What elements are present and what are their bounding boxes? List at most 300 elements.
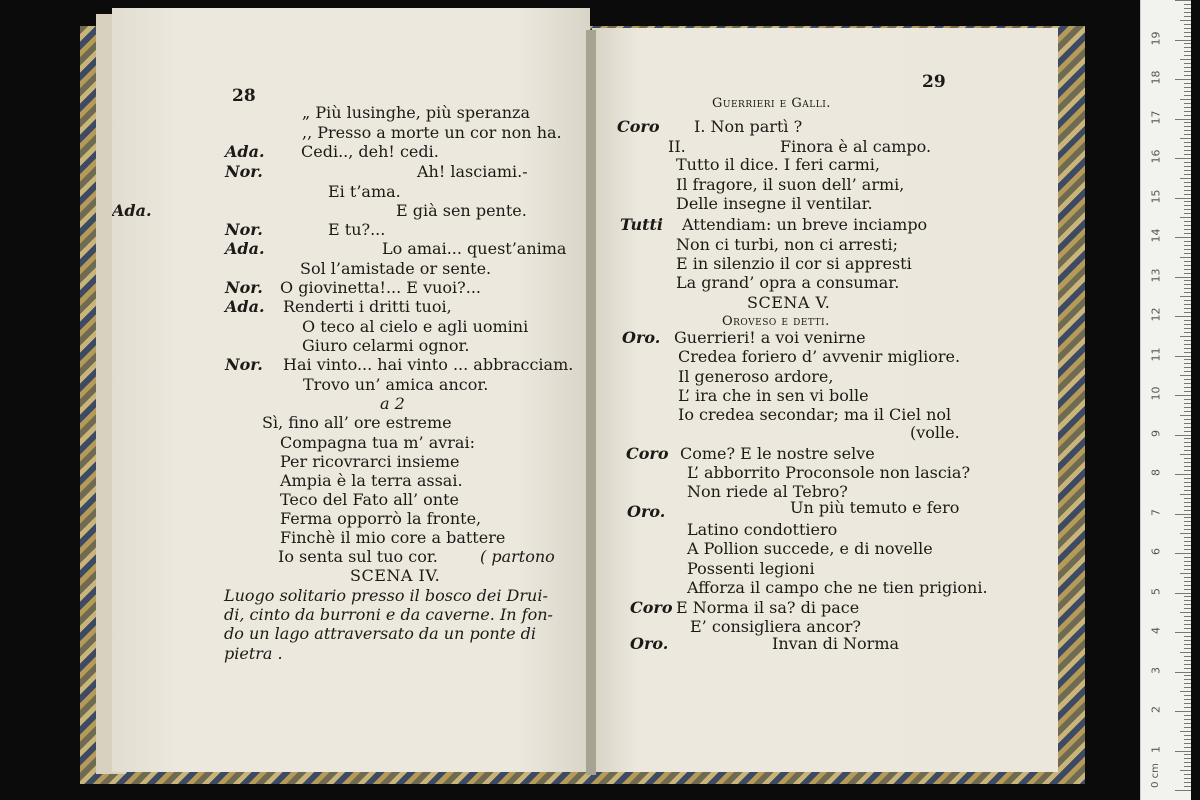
verse-line: E Norma il sa? di pace — [676, 598, 860, 617]
ruler-tick — [1184, 201, 1191, 202]
ruler-tick — [1180, 99, 1191, 100]
ruler-number: 10 — [1149, 386, 1163, 401]
ruler-tick — [1184, 758, 1191, 759]
ruler-tick — [1184, 320, 1191, 321]
verse-line: Delle insegne il ventilar. — [676, 194, 873, 213]
ruler-tick — [1184, 766, 1191, 767]
ruler-tick — [1184, 747, 1191, 748]
ruler-unit: 0 cm — [1149, 763, 1161, 788]
ruler-tick — [1184, 589, 1191, 590]
ruler-tick — [1184, 502, 1191, 503]
speaker-label: Ada. — [225, 239, 265, 258]
speaker-label: Nor. — [225, 278, 263, 297]
ruler-tick — [1184, 12, 1191, 13]
verse-line: I. Non partì ? — [694, 117, 803, 136]
verse-line: Ferma opporrò la fronte, — [280, 509, 482, 528]
ruler-number: 12 — [1149, 307, 1163, 322]
verse-line: di, cinto da burroni e da caverne. In fon- — [224, 605, 553, 624]
right-page — [592, 28, 1058, 772]
ruler-tick — [1184, 660, 1191, 661]
ruler-tick — [1184, 91, 1191, 92]
ruler-tick — [1184, 332, 1191, 333]
ruler-tick — [1184, 423, 1191, 424]
ruler-tick — [1175, 711, 1191, 712]
ruler-tick — [1184, 142, 1191, 143]
ruler-tick — [1184, 537, 1191, 538]
speaker-label: Nor. — [225, 355, 263, 374]
speaker-label: Oro. — [627, 502, 666, 521]
ruler-tick — [1184, 596, 1191, 597]
ruler-number: 17 — [1149, 110, 1163, 124]
speaker-label: Ada. — [225, 142, 265, 161]
ruler-tick — [1184, 107, 1191, 108]
ruler-tick — [1184, 549, 1191, 550]
ruler-tick — [1184, 344, 1191, 345]
ruler-tick — [1184, 288, 1191, 289]
ruler-tick — [1180, 296, 1191, 297]
ruler-tick — [1184, 28, 1191, 29]
speaker-label: Oro. — [622, 328, 661, 347]
verse-line: A Pollion succede, e di novelle — [687, 539, 933, 558]
speaker-label: Ada. — [112, 201, 152, 220]
verse-line: La grand’ opra a consumar. — [676, 273, 900, 292]
ruler-tick — [1184, 150, 1191, 151]
ruler-tick — [1184, 506, 1191, 507]
ruler-tick — [1180, 257, 1191, 258]
ruler-tick — [1184, 687, 1191, 688]
ruler-tick — [1184, 656, 1191, 657]
ruler-tick — [1184, 482, 1191, 483]
speaker-label: Coro — [630, 598, 673, 617]
ruler-tick — [1184, 122, 1191, 123]
ruler-number: 2 — [1149, 706, 1163, 713]
ruler-tick — [1184, 261, 1191, 262]
ruler-tick — [1184, 521, 1191, 522]
ruler-tick — [1180, 652, 1191, 653]
ruler-tick — [1184, 269, 1191, 270]
ruler-tick — [1184, 699, 1191, 700]
scene-heading: SCENA IV. — [350, 566, 441, 585]
ruler-tick — [1184, 340, 1191, 341]
verse-line: Tutto il dice. I feri carmi, — [676, 155, 881, 174]
ruler-tick — [1184, 470, 1191, 471]
ruler-number: 5 — [1149, 587, 1163, 595]
ruler-tick — [1175, 0, 1191, 1]
ruler-tick — [1184, 585, 1191, 586]
ruler-tick — [1184, 407, 1191, 408]
verse-line: ,, Presso a morte un cor non ha. — [302, 123, 562, 142]
verse-line: Trovo un’ amica ancor. — [303, 375, 489, 394]
ruler-tick — [1184, 608, 1191, 609]
verse-line: Sì, fino all’ ore estreme — [262, 413, 452, 432]
ruler-tick — [1184, 644, 1191, 645]
ruler-tick — [1184, 352, 1191, 353]
verse-line: Afforza il campo che ne tien prigioni. — [687, 578, 988, 597]
verse-line: Non ci turbi, non ci arresti; — [676, 235, 899, 254]
ruler-tick — [1184, 786, 1191, 787]
ruler-tick — [1184, 640, 1191, 641]
ruler-tick — [1180, 138, 1191, 139]
verse-line: ( partono — [480, 547, 555, 566]
ruler-tick — [1184, 427, 1191, 428]
ruler-tick — [1184, 517, 1191, 518]
speaker-label: Nor. — [225, 220, 263, 239]
ruler-tick — [1175, 356, 1191, 357]
ruler-tick — [1184, 162, 1191, 163]
verse-line: Renderti i dritti tuoi, — [283, 297, 452, 316]
verse-line: E tu?... — [328, 220, 386, 239]
ruler-tick — [1184, 126, 1191, 127]
ruler-tick — [1180, 573, 1191, 574]
verse-line: Finora è al campo. — [780, 137, 932, 156]
ruler-number: 11 — [1149, 347, 1163, 361]
ruler-tick — [1184, 63, 1191, 64]
ruler-tick — [1180, 454, 1191, 455]
ruler-tick — [1184, 134, 1191, 135]
ruler-tick — [1184, 186, 1191, 187]
speaker-label: Nor. — [225, 162, 263, 181]
ruler-tick — [1184, 486, 1191, 487]
ruler-tick — [1184, 498, 1191, 499]
ruler-tick — [1180, 20, 1191, 21]
ruler-tick — [1184, 190, 1191, 191]
ruler-tick — [1184, 359, 1191, 360]
ruler-tick — [1184, 16, 1191, 17]
verse-line: Oroveso e detti. — [722, 314, 830, 329]
verse-line: L’ abborrito Proconsole non lascia? — [687, 463, 971, 482]
ruler-tick — [1184, 249, 1191, 250]
ruler-tick — [1184, 545, 1191, 546]
ruler-tick — [1184, 300, 1191, 301]
ruler-tick — [1184, 245, 1191, 246]
ruler-tick — [1180, 415, 1191, 416]
verse-line: „ Più lusinghe, più speranza — [302, 103, 531, 122]
ruler-tick — [1184, 446, 1191, 447]
ruler-tick — [1184, 565, 1191, 566]
verse-line: Per ricovrarci insieme — [280, 452, 460, 471]
ruler-tick — [1184, 24, 1191, 25]
ruler-tick — [1175, 672, 1191, 673]
ruler-tick — [1175, 79, 1191, 80]
ruler-tick — [1175, 237, 1191, 238]
verse-line: E in silenzio il cor si appresti — [676, 254, 912, 273]
ruler-tick — [1184, 675, 1191, 676]
verse-line: Finchè il mio core a battere — [280, 528, 506, 547]
ruler-tick — [1184, 723, 1191, 724]
ruler-number: 3 — [1149, 666, 1163, 674]
ruler-tick — [1180, 612, 1191, 613]
ruler-tick — [1184, 284, 1191, 285]
verse-line: Cedi.., deh! cedi. — [301, 142, 439, 161]
speaker-label: Ada. — [225, 297, 265, 316]
verse-line: Invan di Norma — [772, 634, 900, 653]
scene-heading: SCENA V. — [747, 293, 831, 312]
ruler-tick — [1180, 770, 1191, 771]
ruler-tick — [1184, 557, 1191, 558]
speaker-label: Coro — [617, 117, 660, 136]
ruler-tick — [1180, 533, 1191, 534]
verse-line: Luogo solitario presso il bosco dei Drui- — [224, 586, 548, 605]
ruler-tick — [1175, 40, 1191, 41]
verse-line: Possenti legioni — [687, 559, 815, 578]
ruler-tick — [1184, 735, 1191, 736]
ruler-tick — [1184, 328, 1191, 329]
ruler-tick — [1175, 316, 1191, 317]
verse-line: Guerrieri! a voi venirne — [674, 328, 866, 347]
ruler-tick — [1184, 363, 1191, 364]
speaker-label: Tutti — [620, 215, 663, 234]
ruler-tick — [1184, 32, 1191, 33]
verse-line: Il fragore, il suon dell’ armi, — [676, 175, 905, 194]
ruler-tick — [1184, 664, 1191, 665]
verse-line: Giuro celarmi ognor. — [302, 336, 470, 355]
ruler-tick — [1184, 490, 1191, 491]
ruler-tick — [1184, 616, 1191, 617]
page-number: 28 — [232, 86, 256, 106]
ruler-tick — [1184, 510, 1191, 511]
ruler-tick — [1180, 178, 1191, 179]
ruler-tick — [1175, 593, 1191, 594]
ruler-tick — [1184, 636, 1191, 637]
ruler-tick — [1175, 198, 1191, 199]
ruler-tick — [1184, 577, 1191, 578]
ruler-tick — [1175, 435, 1191, 436]
ruler-tick — [1184, 170, 1191, 171]
ruler-tick — [1184, 679, 1191, 680]
ruler-tick — [1184, 213, 1191, 214]
ruler-tick — [1175, 395, 1191, 396]
verse-line: a 2 — [380, 394, 405, 413]
verse-line: Ah! lasciami.- — [417, 162, 528, 181]
verse-line: Compagna tua m’ avrai: — [280, 433, 475, 452]
ruler-tick — [1184, 95, 1191, 96]
verse-line: E’ consigliera ancor? — [690, 617, 861, 636]
ruler-tick — [1184, 115, 1191, 116]
ruler-number: 16 — [1149, 149, 1163, 164]
ruler-tick — [1175, 158, 1191, 159]
ruler-number: 14 — [1149, 228, 1163, 243]
ruler-tick — [1184, 391, 1191, 392]
verse-line: O teco al cielo e agli uomini — [302, 317, 529, 336]
ruler-tick — [1180, 59, 1191, 60]
verse-line: Lo amai... quest’anima — [382, 239, 567, 258]
ruler-tick — [1184, 174, 1191, 175]
ruler-tick — [1175, 553, 1191, 554]
ruler-tick — [1184, 419, 1191, 420]
ruler-tick — [1184, 233, 1191, 234]
ruler-tick — [1184, 581, 1191, 582]
measurement-ruler — [1140, 0, 1191, 800]
ruler-tick — [1184, 348, 1191, 349]
verse-line: Ampia è la terra assai. — [280, 471, 463, 490]
ruler-tick — [1184, 703, 1191, 704]
ruler-tick — [1184, 182, 1191, 183]
ruler-tick — [1184, 739, 1191, 740]
ruler-tick — [1184, 67, 1191, 68]
ruler-tick — [1184, 111, 1191, 112]
ruler-tick — [1184, 727, 1191, 728]
ruler-tick — [1184, 371, 1191, 372]
ruler-tick — [1184, 304, 1191, 305]
ruler-tick — [1184, 103, 1191, 104]
verse-line: Sol l’amistade or sente. — [300, 259, 492, 278]
ruler-tick — [1184, 367, 1191, 368]
ruler-tick — [1184, 146, 1191, 147]
ruler-number: 4 — [1149, 627, 1163, 634]
ruler-tick — [1184, 604, 1191, 605]
ruler-tick — [1184, 683, 1191, 684]
ruler-tick — [1184, 205, 1191, 206]
ruler-tick — [1184, 154, 1191, 155]
ruler-tick — [1184, 273, 1191, 274]
ruler-tick — [1184, 194, 1191, 195]
ruler-tick — [1184, 778, 1191, 779]
ruler-tick — [1184, 442, 1191, 443]
ruler-tick — [1184, 561, 1191, 562]
ruler-tick — [1184, 383, 1191, 384]
ruler-tick — [1184, 292, 1191, 293]
ruler-tick — [1184, 707, 1191, 708]
ruler-number: 13 — [1149, 268, 1163, 282]
ruler-tick — [1180, 731, 1191, 732]
ruler-tick — [1184, 209, 1191, 210]
verse-line: II. — [668, 137, 686, 156]
ruler-tick — [1184, 715, 1191, 716]
ruler-tick — [1184, 71, 1191, 72]
verse-line: Attendiam: un breve inciampo — [682, 215, 928, 234]
ruler-tick — [1184, 225, 1191, 226]
ruler-tick — [1184, 628, 1191, 629]
ruler-tick — [1184, 438, 1191, 439]
left-page — [112, 8, 590, 772]
ruler-tick — [1184, 774, 1191, 775]
ruler-tick — [1184, 431, 1191, 432]
ruler-tick — [1184, 450, 1191, 451]
ruler-tick — [1184, 312, 1191, 313]
ruler-number: 6 — [1149, 548, 1163, 555]
ruler-tick — [1184, 130, 1191, 131]
ruler-tick — [1184, 569, 1191, 570]
ruler-number: 1 — [1149, 745, 1163, 753]
ruler-tick — [1184, 624, 1191, 625]
ruler-number: 8 — [1149, 469, 1163, 476]
ruler-tick — [1184, 166, 1191, 167]
ruler-tick — [1175, 632, 1191, 633]
ruler-tick — [1184, 36, 1191, 37]
verse-line: do un lago attraversato da un ponte di — [224, 624, 536, 643]
page-number: 29 — [922, 72, 946, 92]
ruler-number: 9 — [1149, 429, 1163, 437]
ruler-tick — [1184, 43, 1191, 44]
ruler-tick — [1184, 387, 1191, 388]
ruler-tick — [1184, 221, 1191, 222]
ruler-tick — [1184, 762, 1191, 763]
ruler-tick — [1175, 790, 1191, 791]
ruler-tick — [1184, 399, 1191, 400]
ruler-tick — [1184, 308, 1191, 309]
verse-line: Io credea secondar; ma il Ciel nol — [678, 405, 952, 424]
ruler-tick — [1180, 494, 1191, 495]
ruler-tick — [1175, 277, 1191, 278]
verse-line: Latino condottiero — [687, 520, 838, 539]
ruler-tick — [1184, 620, 1191, 621]
ruler-tick — [1184, 280, 1191, 281]
ruler-tick — [1184, 529, 1191, 530]
ruler-tick — [1184, 600, 1191, 601]
ruler-number: 18 — [1149, 70, 1163, 85]
verse-line: Non riede al Tebro? — [687, 482, 848, 501]
verse-line: (volle. — [910, 423, 960, 442]
verse-line: Hai vinto... hai vinto ... abbracciam. — [283, 355, 574, 374]
ruler-tick — [1184, 324, 1191, 325]
ruler-tick — [1184, 541, 1191, 542]
ruler-tick — [1184, 411, 1191, 412]
verse-line: O giovinetta!... E vuoi?... — [280, 278, 481, 297]
verse-line: E già sen pente. — [396, 201, 527, 220]
verse-line: Un più temuto e fero — [790, 498, 960, 517]
verse-line: Teco del Fato all’ onte — [280, 490, 459, 509]
verse-line: Credea foriero d’ avvenir migliore. — [678, 347, 961, 366]
ruler-tick — [1184, 743, 1191, 744]
ruler-number: 7 — [1149, 508, 1163, 516]
ruler-tick — [1184, 695, 1191, 696]
verse-line: L’ ira che in sen vi bolle — [678, 386, 869, 405]
ruler-tick — [1184, 83, 1191, 84]
ruler-tick — [1184, 4, 1191, 5]
ruler-number: 15 — [1149, 189, 1163, 203]
ruler-tick — [1184, 241, 1191, 242]
ruler-tick — [1184, 75, 1191, 76]
verse-line: pietra . — [224, 644, 283, 663]
ruler-tick — [1184, 47, 1191, 48]
ruler-tick — [1184, 668, 1191, 669]
ruler-tick — [1184, 478, 1191, 479]
speaker-label: Oro. — [630, 634, 669, 653]
verse-line: Come? E le nostre selve — [680, 444, 875, 463]
speaker-label: Coro — [626, 444, 669, 463]
ruler-tick — [1184, 754, 1191, 755]
ruler-tick — [1184, 782, 1191, 783]
ruler-tick — [1184, 403, 1191, 404]
verse-line: Il generoso ardore, — [678, 367, 834, 386]
ruler-tick — [1184, 229, 1191, 230]
ruler-tick — [1184, 466, 1191, 467]
verse-line: Ei t’ama. — [328, 182, 401, 201]
verse-line: Io senta sul tuo cor. — [278, 547, 438, 566]
ruler-tick — [1184, 462, 1191, 463]
ruler-tick — [1175, 514, 1191, 515]
ruler-tick — [1175, 751, 1191, 752]
ruler-tick — [1184, 87, 1191, 88]
ruler-tick — [1184, 719, 1191, 720]
ruler-tick — [1184, 253, 1191, 254]
ruler-tick — [1180, 691, 1191, 692]
ruler-tick — [1184, 55, 1191, 56]
ruler-number: 19 — [1149, 31, 1163, 45]
ruler-tick — [1180, 375, 1191, 376]
ruler-tick — [1184, 458, 1191, 459]
ruler-tick — [1184, 51, 1191, 52]
ruler-tick — [1184, 525, 1191, 526]
ruler-tick — [1175, 474, 1191, 475]
ruler-tick — [1184, 648, 1191, 649]
book-gutter — [586, 30, 596, 775]
ruler-tick — [1180, 336, 1191, 337]
ruler-tick — [1184, 265, 1191, 266]
ruler-tick — [1184, 8, 1191, 9]
ruler-tick — [1180, 217, 1191, 218]
ruler-tick — [1184, 379, 1191, 380]
